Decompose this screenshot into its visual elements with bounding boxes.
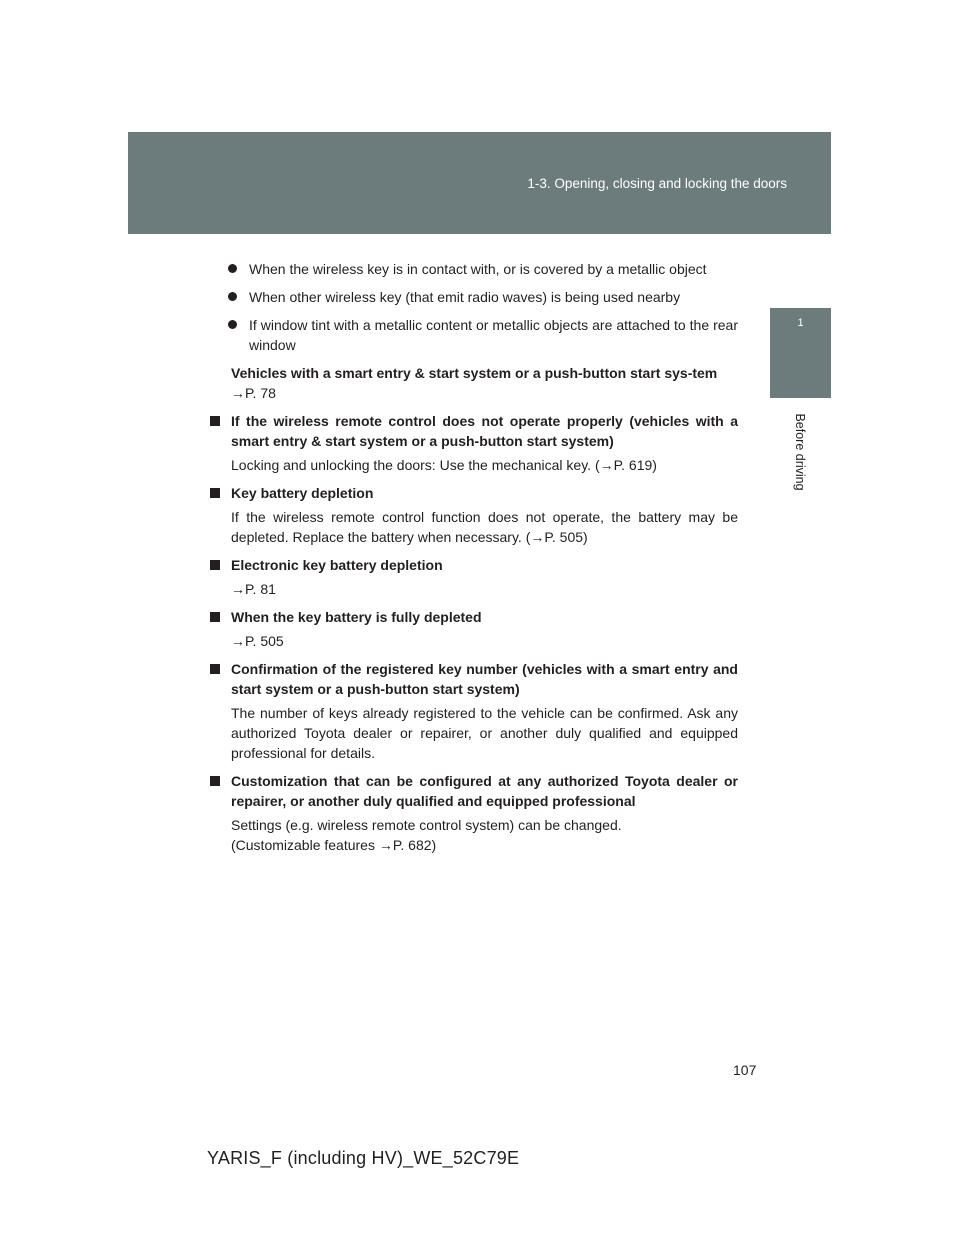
section-heading: If the wireless remote control does not operate properly (vehicles with a smart entry & start system or a push-button start system)	[210, 411, 738, 451]
bullet-dot-icon	[228, 320, 237, 329]
section-body: The number of keys already registered to the vehicle can be confirmed. Ask any authorized Toyota dealer or repairer, or another duly qualified and equipped professional for details.	[231, 705, 738, 761]
smart-entry-heading: Vehicles with a smart entry & start system or a push-button start sys-tem	[231, 365, 718, 381]
bullet-item	[210, 259, 738, 279]
square-bullet-icon	[210, 664, 220, 674]
section-fully-depleted	[210, 607, 738, 651]
bullet-text: When the wireless key is in contact with, or is covered by a metallic object	[249, 261, 707, 277]
chapter-tab-number: 1	[797, 317, 804, 329]
square-bullet-icon	[210, 488, 220, 498]
section-heading: Electronic key battery depletion	[210, 555, 738, 575]
bullet-dot-icon	[228, 292, 237, 301]
section-body: Settings (e.g. wireless remote control system) can be changed.	[231, 817, 622, 833]
section-body: →P. 81	[231, 581, 276, 597]
bullet-item	[210, 287, 738, 307]
chapter-tab	[770, 308, 831, 398]
section-body: Locking and unlocking the doors: Use the mechanical key. (→P. 619)	[231, 457, 657, 473]
square-bullet-icon	[210, 416, 220, 426]
section-heading: Confirmation of the registered key number (vehicles with a smart entry and start system or a push-button start system)	[210, 659, 738, 699]
section-heading: When the key battery is fully depleted	[210, 607, 738, 627]
bullet-text: When other wireless key (that emit radio waves) is being used nearby	[249, 289, 681, 305]
section-body-extra: (Customizable features →P. 682)	[231, 837, 437, 853]
bullet-item	[210, 315, 738, 355]
section-heading: Key battery depletion	[210, 483, 738, 503]
square-bullet-icon	[210, 776, 220, 786]
page-content	[210, 259, 738, 863]
smart-entry-ref: →P. 78	[231, 385, 276, 401]
section-registered-keys	[210, 659, 738, 763]
square-bullet-icon	[210, 612, 220, 622]
square-bullet-icon	[210, 560, 220, 570]
section-title: 1-3. Opening, closing and locking the doors	[527, 176, 787, 191]
section-key-remote	[210, 411, 738, 475]
section-key-battery	[210, 483, 738, 547]
section-customization	[210, 771, 738, 855]
document-code: YARIS_F (including HV)_WE_52C79E	[207, 1148, 520, 1168]
chapter-label: Before driving	[793, 413, 807, 491]
bullet-dot-icon	[228, 264, 237, 273]
section-heading: Customization that can be configured at any authorized Toyota dealer or repairer, or another duly qualified and equipped professional	[210, 771, 738, 811]
section-body: →P. 505	[231, 633, 284, 649]
bullet-text: If window tint with a metallic content or metallic objects are attached to the rear window	[249, 317, 738, 353]
header-band	[128, 132, 831, 234]
page-number: 107	[733, 1062, 757, 1078]
section-body: If the wireless remote control function does not operate, the battery may be depleted. Replace the battery when necessary. (→P. 505)	[231, 509, 738, 545]
section-electronic-key	[210, 555, 738, 599]
